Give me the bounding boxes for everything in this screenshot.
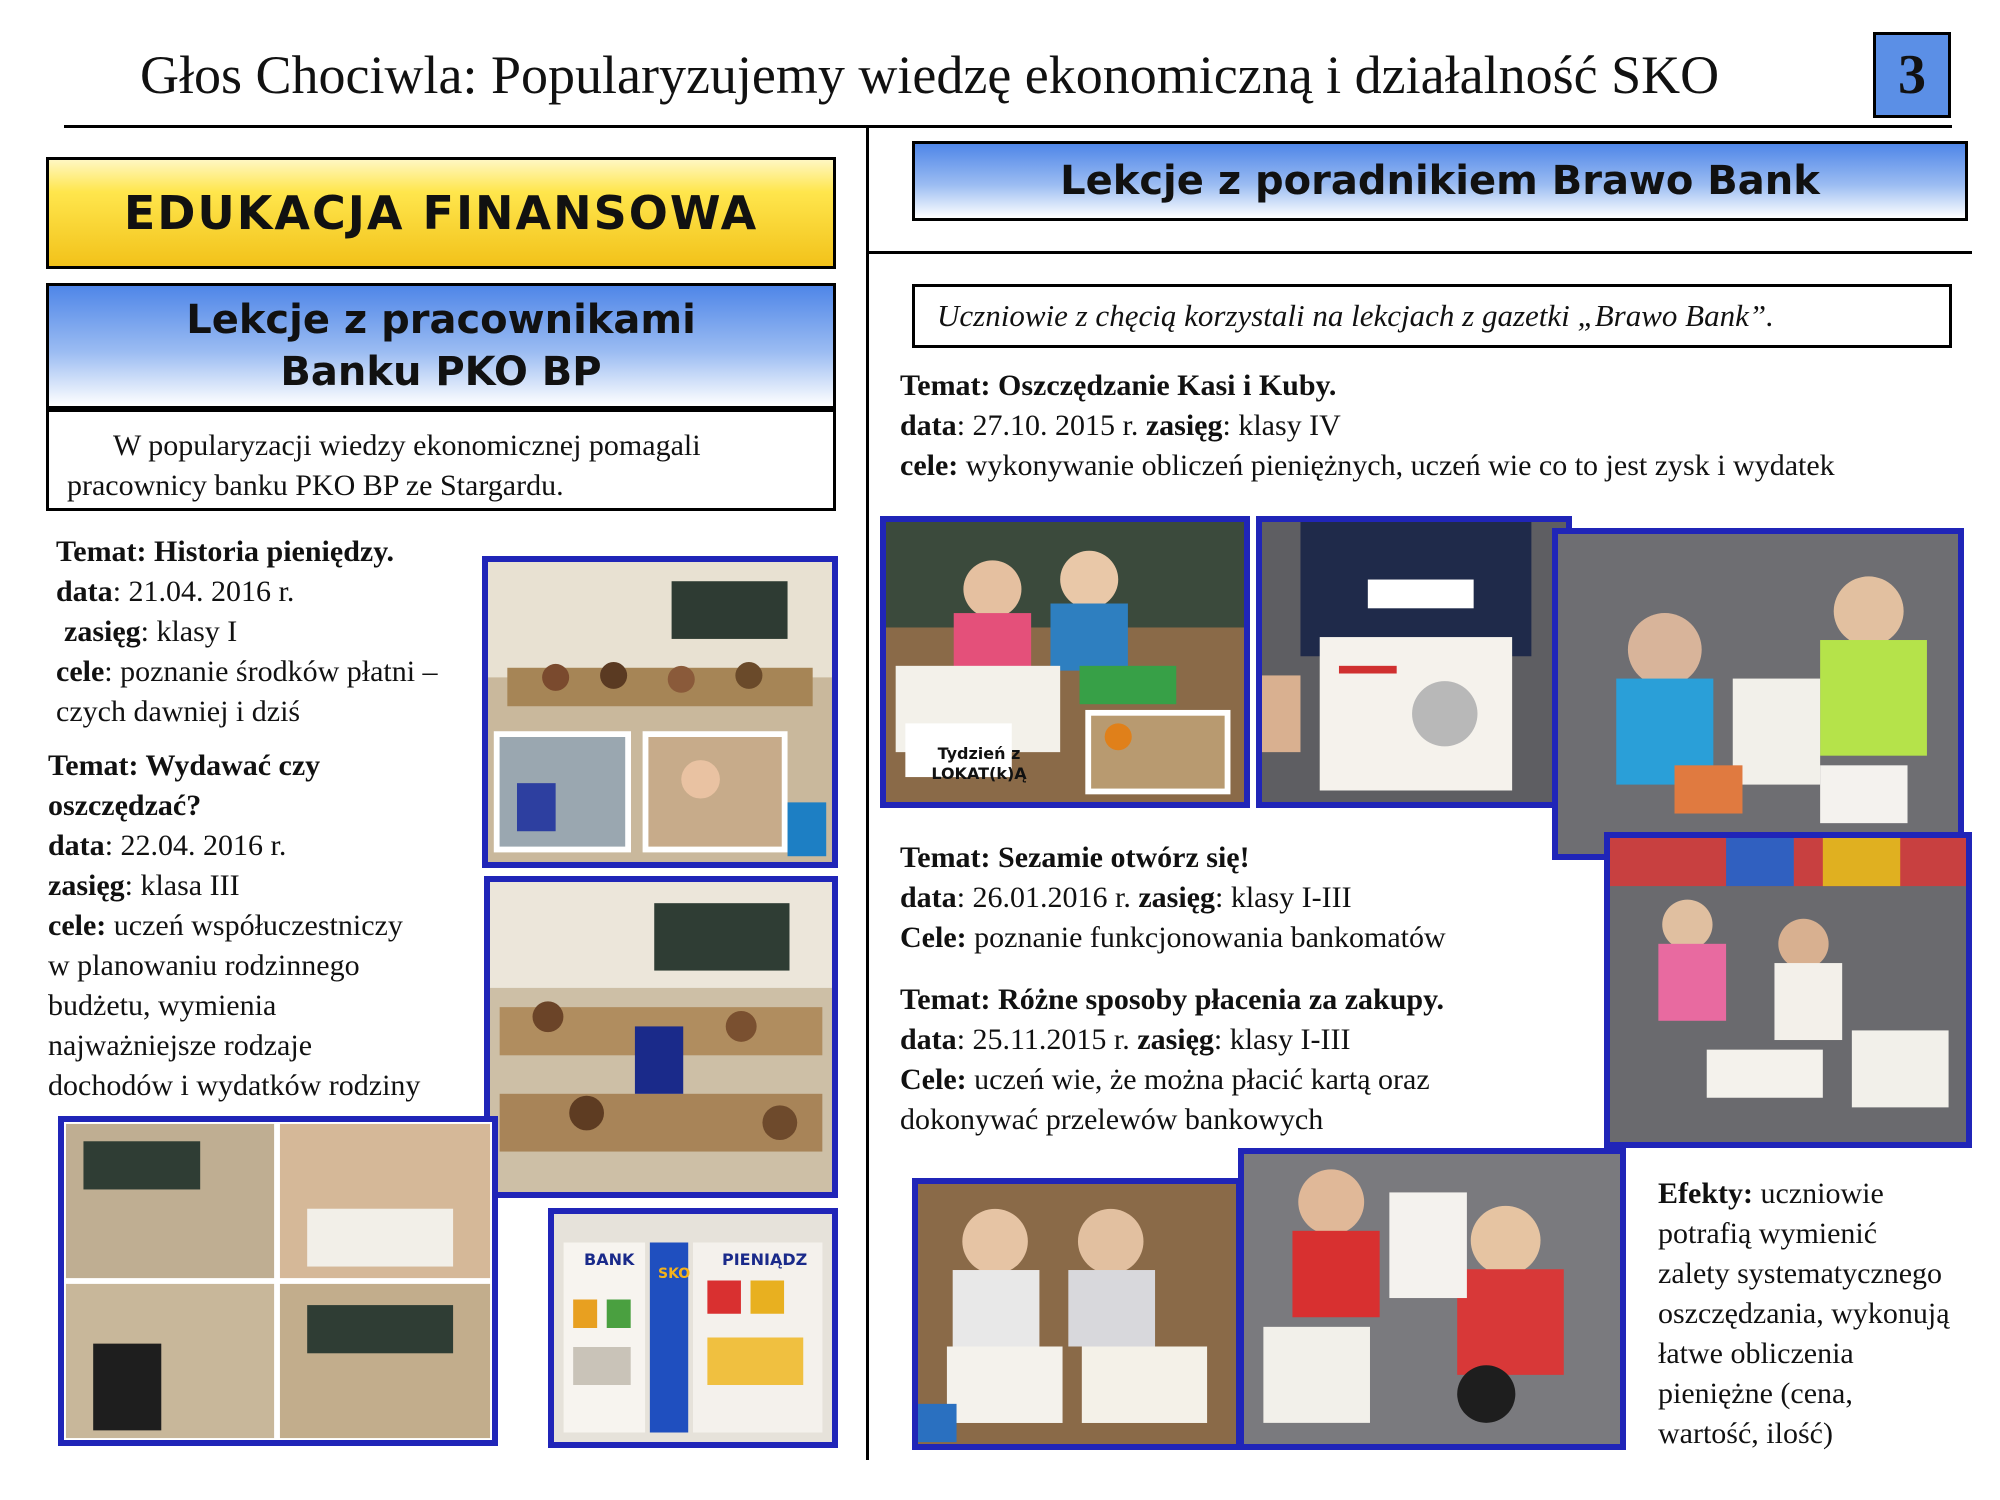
range-label: zasięg	[1138, 881, 1215, 914]
goals-value: poznanie funkcjonowania bankomatów	[966, 921, 1446, 954]
brawo-intro-box: Uczniowie z chęcią korzystali na lekcjach z gazetki „Brawo Bank”.	[912, 284, 1952, 348]
effects-line5: łatwe obliczenia	[1658, 1337, 1854, 1370]
goals-label: Cele:	[900, 921, 967, 954]
effects-line6: pieniężne (cena,	[1658, 1377, 1853, 1410]
sign-line1: Tydzień z	[937, 744, 1021, 763]
date-value: : 25.11.2015 r.	[956, 1023, 1138, 1056]
date-value: : 26.01.2016 r.	[956, 881, 1139, 914]
effects-line7: wartość, ilość)	[1658, 1417, 1833, 1450]
range-value: : klasy I-III	[1215, 881, 1352, 914]
range-value: : klasy I-III	[1213, 1023, 1351, 1056]
effects-label: Efekty:	[1658, 1177, 1753, 1210]
classroom-four-photo-collage	[58, 1116, 498, 1446]
lesson-history-of-money	[56, 532, 486, 732]
page-title: Głos Chociwla: Popularyzujemy wiedzę ekonomiczną i działalność SKO	[140, 45, 1720, 105]
lesson-sesame-open	[900, 838, 1560, 958]
range-label: zasięg	[48, 869, 125, 902]
bank-poster-photo	[548, 1208, 838, 1448]
lesson-topic-line1: Temat: Wydawać czy	[48, 749, 321, 782]
right-column-divider	[866, 251, 1972, 254]
goals-line3: budżetu, wymienia	[48, 989, 277, 1022]
effects-line3: zalety systematycznego	[1658, 1257, 1943, 1290]
date-label: data	[900, 881, 957, 914]
effects-line4: oszczędzania, wykonują	[1658, 1297, 1950, 1330]
goals-line1: uczeń współuczestniczy	[106, 909, 403, 942]
goals-label: cele:	[48, 909, 107, 942]
lesson-topic-line2: oszczędzać?	[48, 789, 202, 822]
goals-line2: czych dawniej i dziś	[56, 695, 301, 728]
pko-banner-line1: Lekcje z pracownikami	[186, 297, 696, 343]
date-value: : 22.04. 2016 r.	[104, 829, 287, 862]
date-label: data	[48, 829, 105, 862]
column-divider	[866, 128, 869, 1460]
lesson-spend-or-save	[48, 746, 488, 1106]
students-on-carpet-photo	[1552, 528, 1964, 860]
poster-money-label: PIENIĄDZ	[722, 1250, 808, 1269]
lesson-topic: Temat: Sezamie otwórz się!	[900, 841, 1250, 874]
header-divider	[64, 125, 1952, 128]
classroom-lesson-photo	[484, 876, 838, 1198]
student-with-booklet-photo	[1256, 516, 1572, 808]
date-label: data	[900, 1023, 957, 1056]
effects-line2: potrafią wymienić	[1658, 1217, 1878, 1250]
sign-line2: LOKAT(k)Ą	[931, 764, 1027, 783]
classroom-collage-photo	[482, 556, 838, 868]
range-label: zasięg	[1145, 409, 1223, 442]
brawo-bank-banner: Lekcje z poradnikiem Brawo Bank	[912, 141, 1968, 221]
pko-banner-line2: Banku PKO BP	[280, 349, 602, 395]
date-label: data	[56, 575, 113, 608]
goals-line2: w planowaniu rodzinnego	[48, 949, 360, 982]
goals-line5: dochodów i wydatków rodziny	[48, 1069, 421, 1102]
goals-value: wykonywanie obliczeń pieniężnych, uczeń wie co to jest zysk i wydatek	[958, 449, 1835, 482]
date-label: data	[900, 409, 957, 442]
pko-intro-line2: pracownicy banku PKO BP ze Stargardu.	[67, 469, 564, 502]
pko-lessons-banner	[46, 283, 836, 409]
students-with-papers-photo	[1604, 832, 1972, 1148]
boys-with-booklets-photo	[912, 1178, 1242, 1450]
goals-line1: uczeń wie, że można płacić kartą oraz	[966, 1063, 1430, 1096]
financial-education-banner: EDUKACJA FINANSOWA	[46, 157, 836, 269]
poster-sko-label: SKO	[658, 1266, 691, 1282]
goals-line4: najważniejsze rodzaje	[48, 1029, 313, 1062]
effects-line1: uczniowie	[1752, 1177, 1884, 1210]
students-reading-photo	[880, 516, 1250, 808]
goals-line2: dokonywać przelewów bankowych	[900, 1103, 1324, 1136]
pko-intro-box	[46, 409, 836, 511]
range-value: : klasy I	[140, 615, 238, 648]
pko-intro-line1: W popularyzacji wiedzy ekonomicznej pomagali	[113, 429, 701, 462]
lesson-topic: Temat: Historia pieniędzy.	[56, 535, 395, 568]
range-label: zasięg	[64, 615, 141, 648]
page-number-badge: 3	[1873, 32, 1951, 118]
lesson-topic: Temat: Oszczędzanie Kasi i Kuby.	[900, 369, 1337, 402]
effects-summary	[1658, 1174, 1968, 1454]
lokata-week-sign	[924, 744, 1034, 784]
goals-label: Cele:	[900, 1063, 967, 1096]
lesson-kasia-kuba-savings	[900, 366, 1960, 486]
goals-line1: : poznanie środków płatni –	[104, 655, 438, 688]
range-label: zasięg	[1137, 1023, 1214, 1056]
boys-on-floor-photo	[1238, 1148, 1626, 1450]
poster-bank-label: BANK	[584, 1250, 635, 1269]
lesson-payment-methods	[900, 980, 1560, 1140]
range-value: : klasa III	[124, 869, 240, 902]
goals-label: cele	[56, 655, 105, 688]
date-value: : 27.10. 2015 r.	[956, 409, 1146, 442]
date-value: : 21.04. 2016 r.	[112, 575, 295, 608]
range-value: : klasy IV	[1222, 409, 1341, 442]
lesson-topic: Temat: Różne sposoby płacenia za zakupy.	[900, 983, 1444, 1016]
goals-label: cele:	[900, 449, 959, 482]
